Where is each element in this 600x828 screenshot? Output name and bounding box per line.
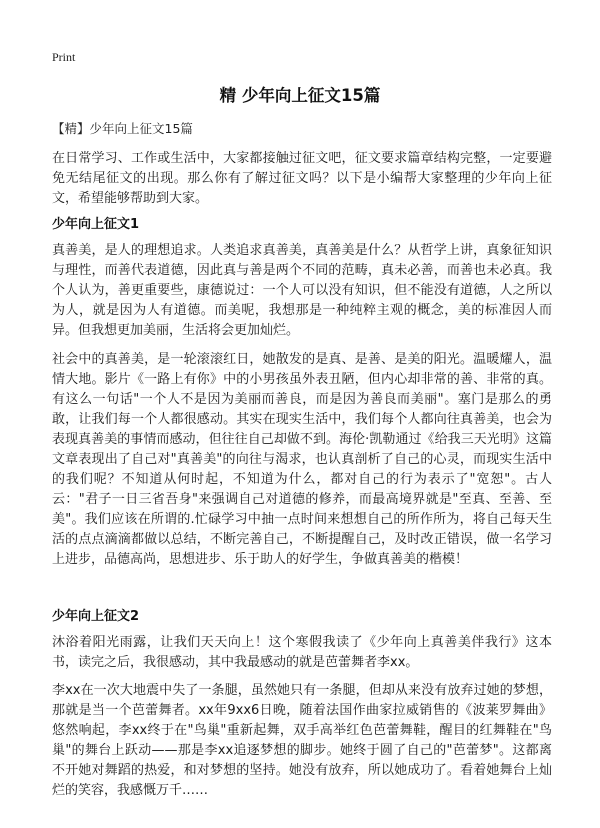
section-2-paragraph-2: 李xx在一次大地震中失了一条腿，虽然她只有一条腿，但却从来没有放弃过她的梦想，那就是当一个芭蕾舞者。xx年9xx6日晚，随着法国作曲家拉威销售的《波莱罗舞曲》悠然响起，李xx终于在"鸟巢"重新起舞，双手高举红色芭蕾舞鞋，醒目的红舞鞋在"鸟巢"的舞台上跃动——那是李xx追逐梦想的脚步。她终于圆了自己的"芭蕾梦"。这都离不开她对舞蹈的热爱，和对梦想的坚持。她没有放弃，所以她成功了。看着她舞台上灿烂的笑容，我感慨万千…… bbox=[52, 683, 552, 798]
document-title: 精 少年向上征文15篇 bbox=[219, 86, 381, 105]
section-1-paragraph-2: 社会中的真善美，是一轮滚滚红日，她散发的是真、是善、是美的阳光。温暖耀人，温情大地。影片《一路上有你》中的小男孩虽外表丑陋，但内心却非常的善、非常的真。有这么一句话"一个人不是因为美丽而善良，而是因为善良而美丽"。塞门是那么的勇敢，让我们每一个人都很感动。其实在现实生活中，我们每个人都向往真善美，也会为表现真善美的事情而感动，但往往自己却做不到。海伦·凯勒通过《给我三天光明》这篇文章表现出了自己对"真善美"的向往与渴求，也认真剖析了自己的心灵，而现实生活中的我们呢？不知道从何时起，不知道为什么，都对自己的行为表示了"宽恕"。古人云："君子一日三省吾身"来强调自己对道德的修养，而最高境界就是"至真、至善、至美"。我们应该在所谓的.忙碌学习中抽一点时间来想想自己的所作所为，将自己每天生活的点点滴滴都做以总结，不断完善自己，不断提醒自己，及时改正错误，做一名学习上进步，品德高尚，思想进步、乐于助人的好学生，争做真善美的楷模！ bbox=[52, 352, 552, 567]
print-label: Print bbox=[52, 50, 76, 64]
section-2-paragraph-1: 沐浴着阳光雨露，让我们天天向上！这个寒假我读了《少年向上真善美伴我行》这本书，读完之后，我很感动，其中我最感动的就是芭蕾舞者李xx。 bbox=[52, 635, 552, 670]
section-heading-2: 少年向上征文2 bbox=[52, 609, 140, 624]
section-heading-1: 少年向上征文1 bbox=[52, 217, 140, 232]
section-1-paragraph-1: 真善美，是人的理想追求。人类追求真善美，真善美是什么？从哲学上讲，真象征知识与理性，而善代表道德，因此真与善是两个不同的范畴，真未必善，而善也未必真。我个人认为，善更重要些，康德说过：一个人可以没有知识，但不能没有道德，人之所以为人，就是因为人有道德。而美呢，我想那是一种纯粹主观的概念，美的标准因人而异。但我想更加美丽，生活将会更加灿烂。 bbox=[52, 243, 552, 338]
document-subtitle: 【精】少年向上征文15篇 bbox=[52, 121, 193, 136]
intro-paragraph: 在日常学习、工作或生活中，大家都接触过征文吧，征文要求篇章结构完整，一定要避免无结尾征文的出现。那么你有了解过征文吗？以下是小编帮大家整理的少年向上征文，希望能够帮助到大家。 bbox=[52, 151, 552, 206]
